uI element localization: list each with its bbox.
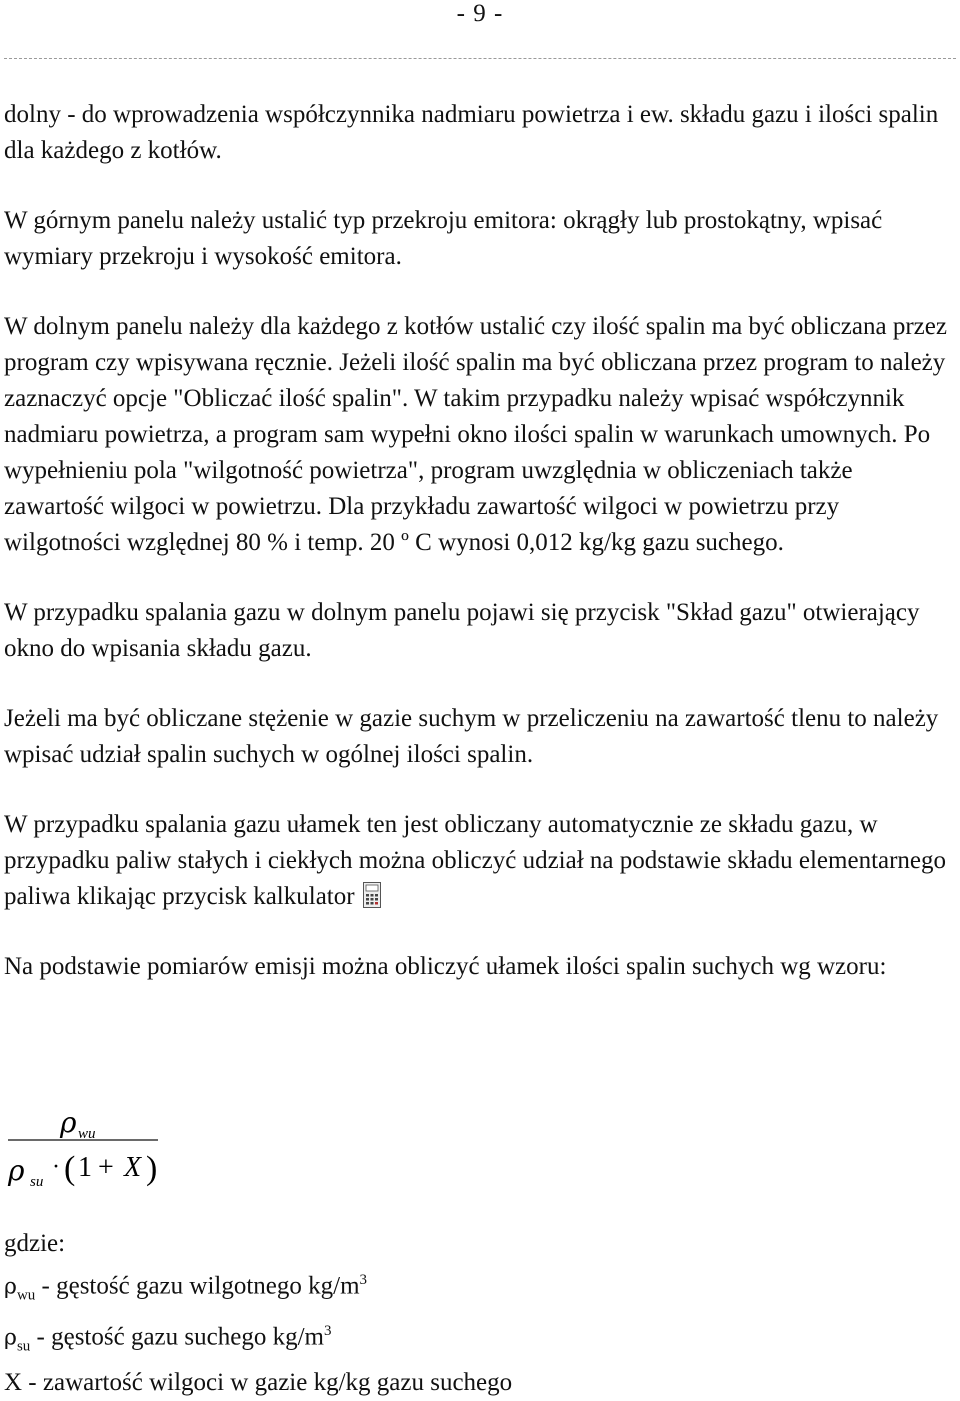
paragraph-5: Jeżeli ma być obliczane stężenie w gazie suchym w przeliczeniu na zawartość tlenu to należy wpisać udział spalin suchych w ogólnej ilości spalin. [4, 705, 939, 768]
formula-open-paren: ( [64, 1150, 76, 1187]
formula-num-sub: wu [78, 1126, 96, 1142]
wu-description: - gęstość gazu wilgotnego kg/m [35, 1272, 360, 1300]
paragraph-6-text: W przypadku spalania gazu ułamek ten jest obliczany automatycznie ze składu gazu, w przypadku paliw stałych i ciekłych można obliczyć udział na podstawie składu elementarnego paliwa klikając przycisk kalkulator [4, 811, 947, 910]
cube-superscript: 3 [323, 1323, 332, 1340]
calculator-icon [363, 882, 381, 908]
formula-dot: · [52, 1154, 60, 1180]
paragraph-1: dolny - do wprowadzenia współczynnika nadmiaru powietrza i ew. składu gazu i ilości spalin dla każdego z kotłów. [4, 101, 939, 164]
su-subscript: su [16, 1338, 31, 1355]
document-body [4, 97, 958, 1019]
formula-one: 1 [78, 1152, 92, 1183]
paragraph-6 [4, 807, 958, 915]
dry-gas-fraction-formula [6, 1100, 166, 1190]
definition-rho-wu [4, 1262, 954, 1313]
formula-x: X [124, 1152, 142, 1183]
paragraph-7: Na podstawie pomiarów emisji można obliczyć ułamek ilości spalin suchych wg wzoru: [4, 953, 887, 980]
formula-den-rho: ρ [8, 1154, 25, 1187]
definitions [4, 1226, 954, 1401]
rho-symbol: ρ [4, 1274, 17, 1300]
wu-subscript: wu [16, 1287, 36, 1304]
cube-superscript: 3 [359, 1272, 368, 1288]
formula-den-sub: su [30, 1174, 44, 1190]
formula-num-rho: ρ [60, 1106, 77, 1139]
rho-symbol: ρ [4, 1325, 17, 1351]
paragraph-3: W dolnym panelu należy dla każdego z kotłów ustalić czy ilość spalin ma być obliczana przez program czy wpisywana ręcznie. Jeżeli ilość spalin ma być obliczana przez program to należy zaznaczyć opcje "Obliczać ilość spalin". W takim przypadku należy wpisać współczynnik nadmiaru powietrza, a program sam wypełni okno ilości spalin w warunkach umownych. Po wypełnieniu pola "wilgotność powietrza", program uwzględnia w obliczeniach także zawartość wilgoci w powietrzu. Dla przykładu zawartość wilgoci w powietrzu przy wilgotności względnej 80 % i temp. 20 º C wynosi 0,012 kg/kg gazu suchego. [4, 313, 947, 556]
formula-close-paren: ) [146, 1150, 158, 1187]
formula-plus: + [98, 1152, 114, 1183]
header-divider [4, 58, 956, 59]
su-description: - gęstość gazu suchego kg/m [30, 1323, 324, 1351]
definition-x: X - zawartość wilgoci w gazie kg/kg gazu suchego [4, 1368, 513, 1396]
page-number: - 9 - [456, 0, 504, 27]
paragraph-4: W przypadku spalania gazu w dolnym panelu pojawi się przycisk "Skład gazu" otwierający okno do wpisania składu gazu. [4, 599, 920, 662]
definitions-intro: gdzie: [4, 1230, 66, 1257]
definition-rho-su [4, 1313, 954, 1364]
paragraph-2: W górnym panelu należy ustalić typ przekroju emitora: okrągły lub prostokątny, wpisać wymiary przekroju i wysokość emitora. [4, 207, 883, 270]
